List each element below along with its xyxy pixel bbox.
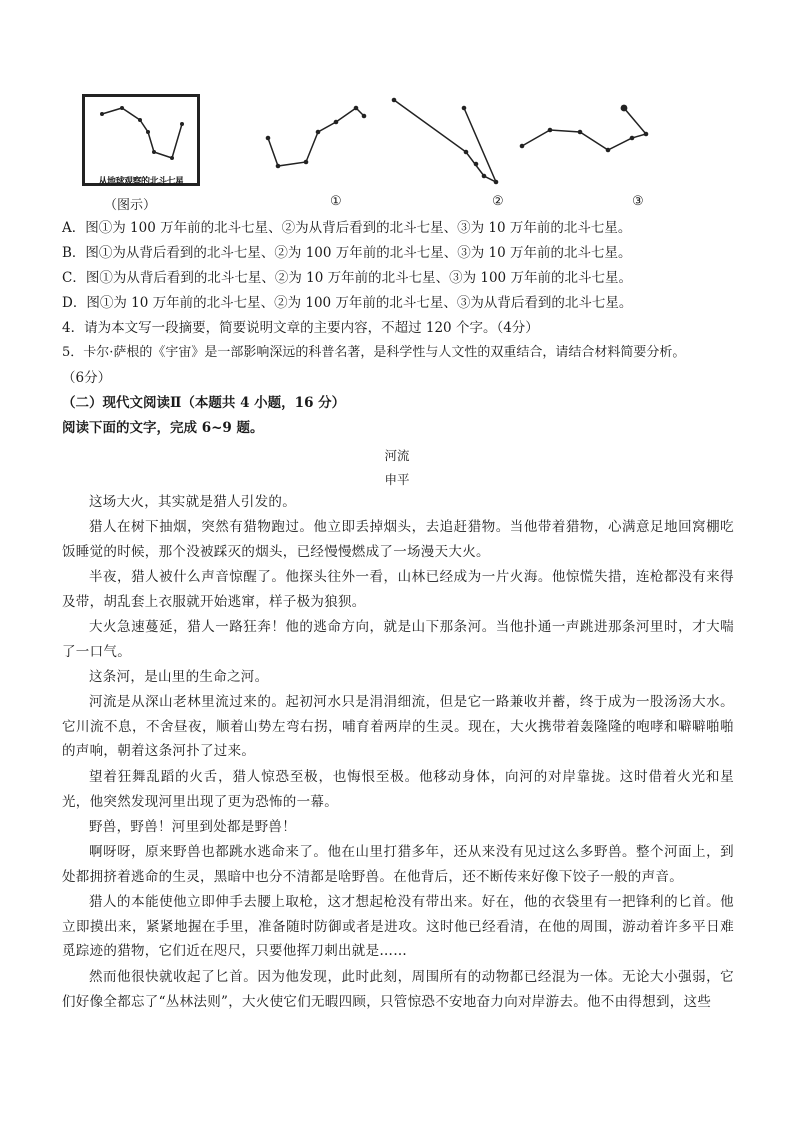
dipper-diagram-2 (394, 100, 496, 182)
diagram-2-star (464, 150, 469, 155)
article-paragraph: 望着狂舞乱蹈的火舌，猎人惊恐至极，也悔恨至极。他移动身体，向河的对岸靠拢。这时借着火光和星光，他突然发现河里出现了更为恐怖的一幕。 (62, 769, 734, 810)
section-heading: （二）现代文阅读Ⅱ（本题共 4 小题，16 分） (62, 395, 346, 411)
diagram-2-star (462, 106, 467, 111)
diagram-3-star (520, 144, 525, 149)
reference-star (152, 150, 156, 154)
figure-label-main: （图示） (104, 198, 157, 213)
option-b: B．图①为从背后看到的北斗七星、②为 100 万年前的北斗七星、③为 10 万年前的北斗七星。 (62, 245, 632, 261)
diagram-2-star (494, 180, 499, 185)
article-paragraph: 猎人的本能使他立即伸手去腰上取枪，这才想起枪没有带出来。好在，他的衣袋里有一把锋利的匕首。他立即摸出来，紧紧地握在手里，准备随时防御或者是进攻。这时他已经看清，在他的周围，游动着许多平日难觅踪迹的猎物，它们近在咫尺，只要他挥刀刺出就是…… (62, 894, 734, 959)
diagram-1-star (276, 164, 281, 169)
figure-box-caption: 从地球观察的北斗七星 (98, 177, 184, 187)
reference-star (100, 112, 104, 116)
diagram-1-star (316, 130, 321, 135)
figure-label-1: ① (330, 194, 342, 209)
article-paragraph: 然而他很快就收起了匕首。因为他发现，此时此刻，周围所有的动物都已经混为一体。无论大小强弱，它们好像全都忘了“丛林法则”，大火使它们无暇四顾，只管惊恐不安地奋力向对岸游去。他不由得想到，这些 (62, 969, 734, 1010)
reference-star (120, 106, 124, 110)
diagram-3-star (606, 148, 611, 153)
diagram-1-star (354, 106, 359, 111)
diagram-3-star (548, 128, 553, 133)
diagram-1-star (334, 120, 339, 125)
article-paragraph: 这条河，是山里的生命之河。 (89, 669, 269, 685)
article-paragraph: 猎人在树下抽烟，突然有猎物跑过。他立即丢掉烟头，去追赶猎物。当他带着猎物，心满意足地回窝棚吃饭睡觉的时候，那个没被踩灭的烟头，已经慢慢燃成了一场漫天大火。 (62, 519, 734, 560)
diagram-3-star (578, 130, 583, 135)
diagram-1-star (304, 160, 309, 165)
diagram-1-star (266, 136, 271, 141)
diagram-1-star (362, 114, 367, 119)
article-paragraph: 野兽，野兽！河里到处都是野兽！ (89, 819, 296, 835)
option-d: D．图①为 10 万年前的北斗七星、②为 100 万年前的北斗七星、③为从背后看到的北斗七星。 (62, 295, 633, 311)
question-5-line-1: 5．卡尔·萨根的《宇宙》是一部影响深远的科普名著，是科学性与人文性的双重结合，请结合材料简要分析。 (62, 345, 686, 360)
diagram-3-star (621, 105, 628, 112)
article-paragraph: 啊呀呀，原来野兽也都跳水逃命来了。他在山里打猎多年，还从来没有见过这么多野兽。整个河面上，到处都拥挤着逃命的生灵，黑暗中也分不清都是啥野兽。在他背后，还不断传来好像下饺子一般的声音。 (62, 844, 734, 885)
question-4: 4．请为本文写一段摘要，简要说明文章的主要内容，不超过 120 个字。（4分） (62, 320, 539, 336)
diagram-3-star (644, 132, 649, 137)
section-instruction: 阅读下面的文字，完成 6~9 题。 (62, 420, 264, 436)
option-a: A．图①为 100 万年前的北斗七星、②为从背后看到的北斗七星、③为 10 万年前的北斗七星。 (62, 220, 632, 236)
question-5-line-2: （6分） (62, 370, 112, 386)
article-author: 申平 (384, 472, 410, 487)
constellation-diagrams (80, 92, 720, 214)
article-paragraph: 这场大火，其实就是猎人引发的。 (89, 494, 296, 510)
figure-label-2: ② (492, 194, 504, 209)
article-paragraph: 大火急速蔓延，猎人一路狂奔！他的逃命方向，就是山下那条河。当他扑通一声跳进那条河里时，才大喘了一口气。 (62, 619, 734, 660)
dipper-diagram-3 (522, 108, 646, 150)
reference-star (138, 118, 142, 122)
reference-star (146, 130, 150, 134)
diagram-2-star (482, 174, 487, 179)
dipper-diagram-1 (268, 108, 364, 166)
constellation-figure (80, 92, 720, 214)
reference-star (170, 156, 174, 160)
diagram-2-star (392, 98, 397, 103)
diagram-2-star (474, 162, 479, 167)
diagram-3-star (630, 136, 635, 141)
reference-star (180, 122, 184, 126)
article-paragraph: 半夜，猎人被什么声音惊醒了。他探头往外一看，山林已经成为一片火海。他惊慌失措，连枪都没有来得及带，胡乱套上衣服就开始逃窜，样子极为狼狈。 (62, 569, 734, 610)
reference-dipper (102, 108, 182, 158)
option-c: C．图①为从背后看到的北斗七星、②为 10 万年前的北斗七星、③为 100 万年前的北斗七星。 (62, 270, 632, 286)
article-title: 河流 (384, 448, 410, 463)
article-paragraph: 河流是从深山老林里流过来的。起初河水只是涓涓细流，但是它一路兼收并蓄，终于成为一股汤汤大水。它川流不息，不舍昼夜，顺着山势左弯右拐，哺育着两岸的生灵。现在，大火携带着轰隆隆的咆哮和噼噼啪啪的声响，朝着这条河扑了过来。 (62, 694, 734, 759)
figure-label-3: ③ (632, 194, 644, 209)
